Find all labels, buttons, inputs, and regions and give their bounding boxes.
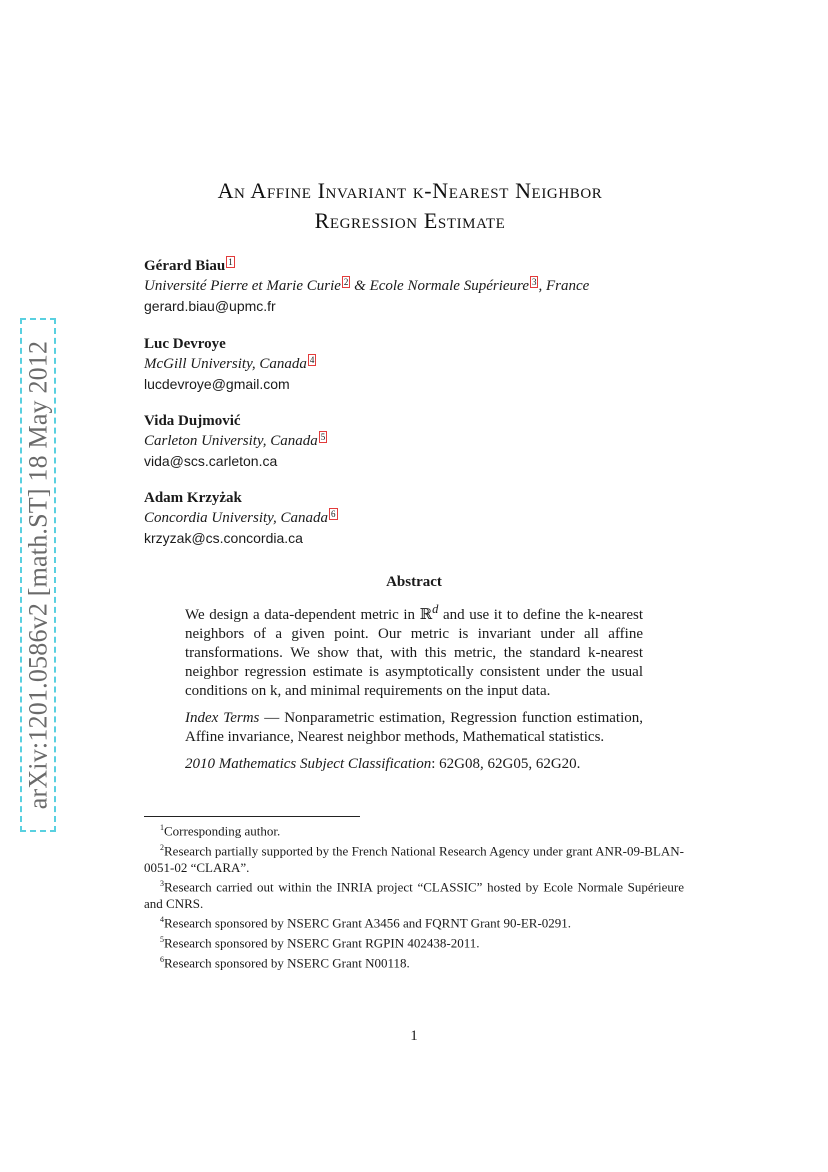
footnote-link[interactable]: 5 xyxy=(320,432,326,442)
footnote-mark: 3 xyxy=(160,879,164,889)
index-terms xyxy=(185,709,643,747)
abstract-heading: Abstract xyxy=(386,574,442,590)
footnote-text: Research partially supported by the French National Research Agency under grant ANR-09-BLAN-0051-02 “CLARA”. xyxy=(144,843,684,875)
affiliation-part: Université Pierre et Marie Curie xyxy=(144,278,341,294)
abstract-body xyxy=(185,600,643,782)
author-devroye xyxy=(144,334,316,394)
msc-codes: : 62G08, 62G05, 62G20. xyxy=(431,756,581,772)
title-line-1: An Affine Invariant k-Nearest Neighbor xyxy=(217,178,603,203)
footnote-mark: 2 xyxy=(160,842,164,852)
footnote-text: Research sponsored by NSERC Grant RGPIN 402438-2011. xyxy=(164,935,480,951)
abstract-paragraph xyxy=(185,600,643,701)
footnote-text: Research sponsored by NSERC Grant A3456 and FQRNT Grant 90-ER-0291. xyxy=(164,915,572,931)
footnote-text: Research carried out within the INRIA project “CLASSIC” hosted by Ecole Normale Supérieure and CNRS. xyxy=(144,879,684,911)
footnote-mark: 1 xyxy=(160,823,164,832)
footnote xyxy=(144,820,684,840)
affiliation-part: Concordia University, Canada xyxy=(144,510,329,526)
paper-title xyxy=(100,176,720,236)
author-email: lucdevroye@gmail.com xyxy=(144,376,290,392)
footnote-link[interactable]: 2 xyxy=(343,277,349,287)
footnote xyxy=(144,840,684,876)
footnote-link[interactable]: 4 xyxy=(309,355,315,365)
author-affiliation xyxy=(144,276,589,296)
author-affiliation xyxy=(144,508,338,528)
footnote-text: Research sponsored by NSERC Grant N00118. xyxy=(164,955,410,971)
footnote xyxy=(144,952,684,972)
footnotes xyxy=(144,820,684,972)
footnote xyxy=(144,876,684,912)
index-terms-text: — Nonparametric estimation, Regression function estimation, Affine invariance, Nearest neighbor methods, Mathematical statistics. xyxy=(185,710,643,745)
title-line-2: Regression Estimate xyxy=(314,208,506,233)
author-name: Vida Dujmović xyxy=(144,413,241,429)
page-number: 1 xyxy=(410,1028,418,1044)
footnote xyxy=(144,912,684,932)
index-terms-label: Index Terms xyxy=(185,710,260,726)
footnote-mark: 5 xyxy=(160,935,164,945)
affiliation-part: Carleton University, Canada xyxy=(144,433,318,449)
author-biau xyxy=(144,256,589,316)
rd-superscript: d xyxy=(432,602,439,616)
affiliation-part: , France xyxy=(538,278,590,294)
rd-symbol: ℝ xyxy=(419,607,433,623)
footnote-text: Corresponding author. xyxy=(164,823,281,839)
footnote-link[interactable]: 3 xyxy=(531,277,537,287)
author-affiliation xyxy=(144,431,327,451)
msc-label: 2010 Mathematics Subject Classification xyxy=(185,756,432,772)
author-email: krzyzak@cs.concordia.ca xyxy=(144,530,303,546)
footnote-link[interactable]: 1 xyxy=(228,257,233,267)
author-email: vida@scs.carleton.ca xyxy=(144,453,278,469)
arxiv-id: arXiv:1201.0586v2 [math.ST] 18 May 2012 xyxy=(23,340,52,810)
author-krzyzak xyxy=(144,488,338,548)
footnote xyxy=(144,932,684,952)
abstract-text: We design a data-dependent metric in xyxy=(185,607,420,623)
footnote-rule xyxy=(144,816,360,817)
footnote-mark: 6 xyxy=(160,955,164,965)
affiliation-part: McGill University, Canada xyxy=(144,356,307,372)
author-name: Adam Krzyżak xyxy=(144,490,242,506)
author-affiliation xyxy=(144,354,316,374)
footnote-mark: 4 xyxy=(160,915,164,925)
msc-classification xyxy=(185,755,643,774)
author-email: gerard.biau@upmc.fr xyxy=(144,298,276,314)
footnote-link[interactable]: 6 xyxy=(331,509,336,519)
abstract-text: and use it to define the k-nearest neighbors of a given point. Our metric is invariant under all affine transformations. We show that, with this metric, the standard k-nearest neighbor regression estimate is asymptotically consistent under the usual conditions on k, and minimal requirements on the input data. xyxy=(185,607,643,699)
author-name: Gérard Biau xyxy=(144,258,226,274)
author-name: Luc Devroye xyxy=(144,336,226,352)
author-dujmovic xyxy=(144,411,327,471)
affiliation-part: & Ecole Normale Supérieure xyxy=(350,278,529,294)
